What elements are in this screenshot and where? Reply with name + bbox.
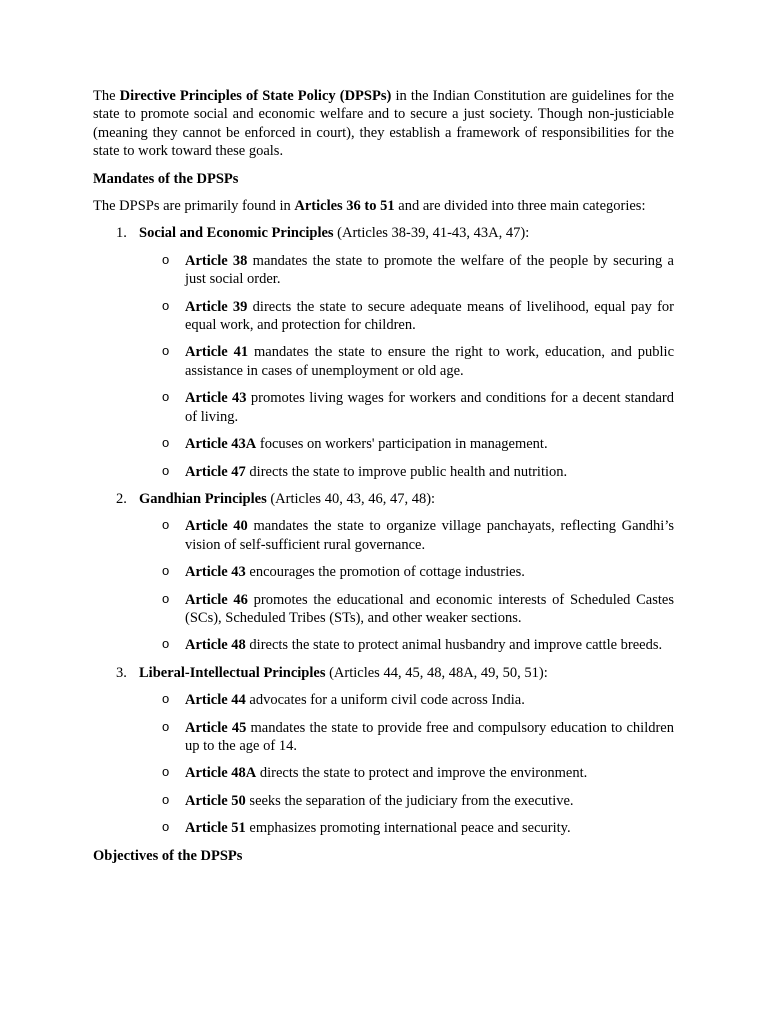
- intro-bold-term: Directive Principles of State Policy (DPSPs): [119, 88, 392, 104]
- hollow-bullet-icon: o: [162, 691, 170, 707]
- article-description: promotes the educational and economic interests of Scheduled Castes (SCs), Scheduled Tribes (STs), and other weaker sections.: [185, 591, 674, 626]
- mandates-lead-suffix: and are divided into three main categories:: [394, 198, 646, 215]
- hollow-bullet-icon: o: [162, 590, 170, 606]
- category-number: 2.: [116, 490, 127, 507]
- mandates-heading: Mandates of the DPSPs: [93, 170, 239, 187]
- article-label: Article 40: [185, 518, 248, 535]
- category-list: [93, 224, 674, 837]
- article-description: focuses on workers' participation in management.: [256, 436, 548, 453]
- article-label: Article 48: [185, 637, 246, 654]
- article-label: Article 43A: [185, 436, 257, 453]
- article-label: Article 43: [185, 564, 246, 581]
- article-label: Article 41: [185, 344, 249, 361]
- article-label: Article 39: [185, 298, 248, 315]
- article-description: directs the state to improve public health and nutrition.: [245, 463, 568, 480]
- article-list: [93, 517, 674, 654]
- article-list-item: [93, 252, 674, 289]
- hollow-bullet-icon: o: [162, 764, 170, 780]
- article-label: Article 48A: [185, 765, 257, 782]
- hollow-bullet-icon: o: [162, 343, 170, 359]
- article-description: mandates the state to ensure the right to work, education, and public assistance in cases of unemployment or old age.: [185, 344, 675, 379]
- hollow-bullet-icon: o: [162, 718, 170, 734]
- article-list-item: [93, 563, 674, 581]
- hollow-bullet-icon: o: [162, 435, 170, 451]
- article-list-item: [93, 343, 674, 380]
- article-list-item: [93, 389, 674, 426]
- category-title: Liberal-Intellectual Principles: [139, 664, 326, 681]
- article-label: Article 51: [185, 820, 246, 837]
- article-list-item: [93, 591, 674, 628]
- article-list-item: [93, 819, 674, 837]
- article-list-item: [93, 764, 674, 782]
- article-list-item: [93, 435, 674, 453]
- article-list: [93, 252, 674, 481]
- objectives-heading: Objectives of the DPSPs: [93, 847, 243, 864]
- article-description: seeks the separation of the judiciary from the executive.: [245, 792, 574, 809]
- intro-prefix: The: [93, 88, 120, 104]
- hollow-bullet-icon: o: [162, 563, 170, 579]
- article-description: mandates the state to provide free and compulsory education to children up to the age of 14.: [185, 719, 674, 754]
- hollow-bullet-icon: o: [162, 462, 170, 478]
- mandates-lead-bold: Articles 36 to 51: [294, 198, 395, 215]
- article-list-item: [93, 463, 674, 481]
- hollow-bullet-icon: o: [162, 389, 170, 405]
- article-description: promotes living wages for workers and conditions for a decent standard of living.: [185, 390, 674, 425]
- category-articles: (Articles 38-39, 41-43, 43A, 47):: [333, 225, 530, 242]
- category-number: 1.: [116, 225, 127, 242]
- article-description: emphasizes promoting international peace and security.: [245, 820, 571, 837]
- article-label: Article 43: [185, 390, 247, 407]
- article-label: Article 50: [185, 792, 246, 809]
- hollow-bullet-icon: o: [162, 819, 170, 835]
- category-articles: (Articles 40, 43, 46, 47, 48):: [266, 490, 436, 507]
- category-heading: [93, 664, 674, 682]
- mandates-lead-paragraph: [93, 197, 674, 215]
- category-title: Gandhian Principles: [139, 490, 267, 507]
- article-description: mandates the state to promote the welfare of the people by securing a just social order.: [185, 252, 674, 288]
- article-list-item: [93, 517, 674, 554]
- article-description: encourages the promotion of cottage industries.: [245, 564, 525, 581]
- intro-paragraph: [93, 87, 674, 161]
- article-list-item: [93, 691, 674, 709]
- article-list: [93, 691, 674, 837]
- article-label: Article 38: [185, 252, 248, 269]
- category-heading: [93, 224, 674, 242]
- hollow-bullet-icon: o: [162, 517, 170, 533]
- article-label: Article 44: [185, 692, 246, 709]
- article-label: Article 45: [185, 719, 247, 736]
- category-number: 3.: [116, 664, 127, 681]
- article-description: mandates the state to organize village panchayats, reflecting Gandhi’s vision of self-sufficient rural governance.: [185, 518, 674, 553]
- article-label: Article 47: [185, 463, 246, 480]
- category-title: Social and Economic Principles: [139, 225, 334, 242]
- article-list-item: [93, 298, 674, 335]
- category-heading: [93, 490, 674, 508]
- intro-suffix: in the Indian Constitution are guidelines for the state to promote social and economic welfare and to secure a just society. Though non-justiciable (meaning they cannot be enforced in court), they establish a framework of responsibilities for the state to work toward these goals.: [93, 88, 674, 160]
- article-description: advocates for a uniform civil code across India.: [245, 692, 525, 709]
- document-body: [93, 87, 674, 874]
- mandates-lead-prefix: The DPSPs are primarily found in: [93, 198, 295, 215]
- hollow-bullet-icon: o: [162, 791, 170, 807]
- article-list-item: [93, 792, 674, 810]
- article-label: Article 46: [185, 591, 248, 608]
- hollow-bullet-icon: o: [162, 636, 170, 652]
- article-description: directs the state to secure adequate means of livelihood, equal pay for equal work, and protection for children.: [185, 298, 674, 334]
- category-articles: (Articles 44, 45, 48, 48A, 49, 50, 51):: [325, 664, 548, 681]
- article-description: directs the state to protect animal husbandry and improve cattle breeds.: [245, 637, 663, 654]
- article-list-item: [93, 719, 674, 756]
- hollow-bullet-icon: o: [162, 251, 170, 267]
- hollow-bullet-icon: o: [162, 297, 170, 313]
- article-list-item: [93, 636, 674, 654]
- article-description: directs the state to protect and improve the environment.: [256, 765, 588, 782]
